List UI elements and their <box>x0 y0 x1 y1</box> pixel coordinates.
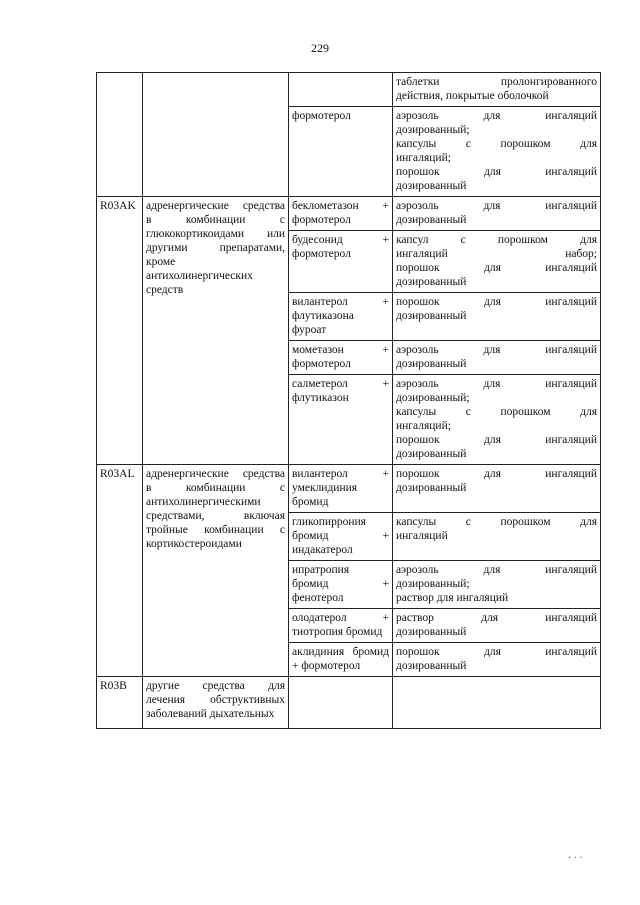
table-row <box>97 677 601 729</box>
cell-line: флутиказона <box>292 310 354 322</box>
cell-line: мометазон + <box>292 344 389 356</box>
cell-line: ипратропия <box>292 564 350 576</box>
dosage-form-cell <box>393 73 601 107</box>
cell-line: ингаляций; <box>396 420 451 432</box>
cell-line: фенотерол <box>292 592 344 604</box>
cell-line: лечения обструктивных <box>146 694 285 706</box>
cell-line: средствами, включая <box>146 510 285 522</box>
cell-line: бромид + <box>292 578 389 590</box>
cell-line: дозированный; <box>396 578 470 590</box>
cell-line: порошок для ингаляций <box>396 468 597 480</box>
table-row <box>97 465 601 513</box>
cell-line: дозированный; <box>396 392 470 404</box>
atc-code-cell <box>97 73 143 197</box>
inn-cell <box>289 231 393 293</box>
cell-line: ингаляций <box>396 530 448 542</box>
dosage-form-cell <box>393 231 601 293</box>
cell-line: формотерол <box>292 358 351 370</box>
group-name-cell <box>143 677 289 729</box>
cell-line: средств <box>146 284 184 296</box>
cell-line: беклометазон + <box>292 200 389 212</box>
cell-line: ингаляций набор; <box>396 248 597 260</box>
cell-line: аэрозоль для ингаляций <box>396 378 597 390</box>
cell-line: дозированный <box>396 276 467 288</box>
cell-line: фуроат <box>292 324 327 336</box>
inn-cell <box>289 341 393 375</box>
cell-line: вилантерол + <box>292 468 389 480</box>
cell-line: порошок для ингаляций <box>396 262 597 274</box>
cell-line: будесонид + <box>292 234 389 246</box>
cell-line: капсулы с порошком для <box>396 138 597 150</box>
cell-line: таблетки пролонгированного <box>396 76 597 88</box>
cell-line: другими препаратами, <box>146 242 285 254</box>
inn-cell <box>289 513 393 561</box>
cell-line: гликопиррония <box>292 516 366 528</box>
cell-line: дозированный <box>396 180 467 192</box>
inn-cell <box>289 73 393 107</box>
cell-line: умеклидиния <box>292 482 358 494</box>
group-name-cell <box>143 465 289 677</box>
dosage-form-cell <box>393 677 601 729</box>
atc-code-cell: R03B <box>97 677 143 729</box>
cell-line: вилантерол + <box>292 296 389 308</box>
cell-line: порошок для ингаляций <box>396 296 597 308</box>
table-row <box>97 73 601 107</box>
cell-line: бромид + <box>292 530 389 542</box>
cell-line: аэрозоль для ингаляций <box>396 110 597 122</box>
inn-cell <box>289 609 393 643</box>
cell-line: бромид <box>292 496 329 508</box>
dosage-form-cell <box>393 561 601 609</box>
cell-line: другие средства для <box>146 680 285 692</box>
cell-line: адренергические средства <box>146 200 285 212</box>
cell-line: тройные комбинации с <box>146 524 285 536</box>
dosage-form-cell <box>393 643 601 677</box>
inn-cell <box>289 677 393 729</box>
cell-line: салметерол + <box>292 378 389 390</box>
cell-line: дозированный <box>396 310 467 322</box>
dosage-form-cell <box>393 107 601 197</box>
cell-line: адренергические средства <box>146 468 285 480</box>
dosage-form-cell <box>393 293 601 341</box>
cell-line: антихолинергических <box>146 270 253 282</box>
cell-line: порошок для ингаляций <box>396 166 597 178</box>
cell-line: антихолинергическими <box>146 496 261 508</box>
cell-line: дозированный <box>396 660 467 672</box>
dosage-form-cell <box>393 375 601 465</box>
inn-cell <box>289 465 393 513</box>
cell-line: ингаляций; <box>396 152 451 164</box>
dosage-form-cell <box>393 609 601 643</box>
table-row <box>97 197 601 231</box>
cell-line: + формотерол <box>292 660 361 672</box>
cell-line: олодатерол + <box>292 612 389 624</box>
cell-line: дозированный; <box>396 124 470 136</box>
dosage-form-cell <box>393 197 601 231</box>
cell-line: в комбинации с <box>146 214 285 226</box>
group-name-cell <box>143 73 289 197</box>
cell-line: заболеваний дыхательных <box>146 708 275 720</box>
inn-cell <box>289 561 393 609</box>
cell-line: аэрозоль для ингаляций <box>396 200 597 212</box>
cell-line: дозированный <box>396 482 467 494</box>
cell-line: кроме <box>146 256 176 268</box>
cell-line: дозированный <box>396 626 467 638</box>
drug-table <box>96 72 601 729</box>
cell-line: действия, покрытые оболочкой <box>396 90 549 102</box>
cell-line: формотерол <box>292 110 351 122</box>
cell-line: в комбинации с <box>146 482 285 494</box>
cell-line: формотерол <box>292 248 351 260</box>
cell-line: флутиказон <box>292 392 349 404</box>
cell-line: капсулы с порошком для <box>396 516 597 528</box>
inn-cell <box>289 293 393 341</box>
inn-cell <box>289 197 393 231</box>
cell-line: тиотропия бромид <box>292 626 383 638</box>
cell-line: дозированный <box>396 448 467 460</box>
dosage-form-cell <box>393 341 601 375</box>
cell-line: дозированный <box>396 214 467 226</box>
cell-line: дозированный <box>396 358 467 370</box>
cell-line: индакатерол <box>292 544 353 556</box>
cell-line: раствор для ингаляций <box>396 612 597 624</box>
cell-line: раствор для ингаляций <box>396 592 509 604</box>
inn-cell <box>289 643 393 677</box>
cell-line: капсулы с порошком для <box>396 406 597 418</box>
cell-line: глюкокортикоидами или <box>146 228 285 240</box>
page-number: 229 <box>311 41 329 55</box>
cell-line: порошок для ингаляций <box>396 434 597 446</box>
cell-line: кортикостероидами <box>146 538 242 550</box>
cell-line: аклидиния бромид <box>292 646 389 658</box>
cell-line: аэрозоль для ингаляций <box>396 344 597 356</box>
group-name-cell <box>143 197 289 465</box>
dosage-form-cell <box>393 465 601 513</box>
cell-line: аэрозоль для ингаляций <box>396 564 597 576</box>
inn-cell <box>289 375 393 465</box>
dosage-form-cell <box>393 513 601 561</box>
inn-cell <box>289 107 393 197</box>
cell-line: капсул с порошком для <box>396 234 597 246</box>
cell-line: формотерол <box>292 214 351 226</box>
atc-code-cell: R03AL <box>97 465 143 677</box>
atc-code-cell: R03AK <box>97 197 143 465</box>
cell-line: порошок для ингаляций <box>396 646 597 658</box>
scan-marks: ‧ ‧ ‧ <box>568 853 583 864</box>
